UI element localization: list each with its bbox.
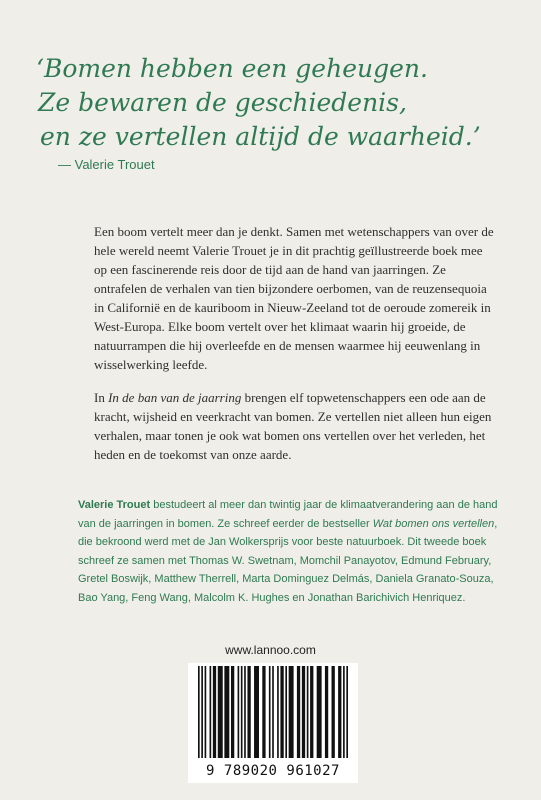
author-bio xyxy=(78,496,502,607)
barcode-bars xyxy=(194,666,352,762)
blurb-paragraph-1: Een boom vertelt meer dan je denkt. Samen met wetenschappers van over de hele wereld neemt Valerie Trouet je in dit prachtig geïllustreerde boek mee op een fascinerende reis door de tijd aan de hand van jaarringen. Ze ontrafelen de verhalen van tien bijzondere oerbomen, van de reuzensequoia in Californië en de kauriboom in Nieuw-Zeeland tot de oeroude zomereik in West-Europa. Elke boom vertelt over het klimaat waarin hij groeide, de natuurrampen die hij overleefde en de mensen waarmee hij eeuwenlang in wisselwerking leefde. xyxy=(94,224,494,372)
barcode-bar xyxy=(307,666,309,758)
barcode-bar xyxy=(269,666,271,758)
quote-line-2: Ze bewaren de geschiedenis, xyxy=(38,88,407,117)
blurb-paragraph-2 xyxy=(94,388,494,464)
publisher-url: www.lannoo.com xyxy=(225,643,316,657)
blurb-paragraph-2-text: brengen elf topwetenschappers een ode aan de kracht, wijsheid en veerkracht van bomen. Ze vertellen niet alleen hun eigen verhalen, maar tonen je ook wat bomen ons vertellen over het verleden, het heden en de toekomst van onze aarde. xyxy=(94,390,492,462)
barcode-bar xyxy=(247,666,250,758)
cover-quote xyxy=(36,52,516,154)
barcode-bar xyxy=(238,666,240,758)
barcode-bar xyxy=(241,666,243,758)
barcode-bar xyxy=(317,666,322,758)
quote-line-3: en ze vertellen altijd de waarheid.’ xyxy=(40,122,481,151)
quote-line-1: ‘Bomen hebben een geheugen. xyxy=(36,54,428,83)
barcode-bar xyxy=(285,666,287,758)
bio-text-1: bestudeert al meer dan twintig jaar de klimaatverandering aan de hand van de jaarringen in bomen. Ze schreef eerder de bestseller xyxy=(78,499,498,530)
barcode-bar xyxy=(346,666,348,758)
bio-text-2: , die bekroond werd met de Jan Wolkersprijs voor beste natuurboek. Dit tweede boek schreef ze samen met Thomas W. Swetnam, Momchil Panayotov, Edmund February, Gretel Boswijk, Matthew Therrell, Marta Dominguez Delmás, Daniela Granato-Souza, Bao Yang, Feng Wang, Malcolm K. Hughes en Jonathan Barichivich Henriquez. xyxy=(78,517,498,604)
barcode-bar xyxy=(325,666,328,758)
barcode-bar xyxy=(277,666,279,758)
barcode-bar xyxy=(262,666,265,758)
barcode-bar xyxy=(231,666,234,758)
barcode-bar xyxy=(272,666,274,758)
barcode-bar xyxy=(210,666,212,758)
barcode-bar xyxy=(297,666,300,758)
barcode-bar xyxy=(338,666,341,758)
author-name: Valerie Trouet xyxy=(78,499,151,511)
isbn-number: 9 789020 961027 xyxy=(206,763,340,779)
barcode-bar xyxy=(213,666,216,758)
barcode-bar xyxy=(332,666,335,758)
previous-book-title: Wat bomen ons vertellen xyxy=(372,517,495,530)
barcode-bar xyxy=(201,666,203,758)
barcode-bar xyxy=(205,666,207,758)
blurb-paragraph-2-prefix: In xyxy=(94,390,109,405)
barcode-bar xyxy=(224,666,229,758)
barcode-bar xyxy=(244,666,246,758)
book-blurb xyxy=(94,222,494,478)
barcode-bar xyxy=(302,666,305,758)
isbn-barcode xyxy=(188,663,358,783)
barcode-bar xyxy=(343,666,345,758)
quote-attribution: — Valerie Trouet xyxy=(58,157,155,172)
barcode-bar xyxy=(289,666,294,758)
book-title: In de ban van de jaarring xyxy=(108,390,242,405)
barcode-bar xyxy=(198,666,200,758)
barcode-bar xyxy=(218,666,223,758)
barcode-bar xyxy=(310,666,313,758)
barcode-bar xyxy=(280,666,283,758)
barcode-bar xyxy=(254,666,259,758)
